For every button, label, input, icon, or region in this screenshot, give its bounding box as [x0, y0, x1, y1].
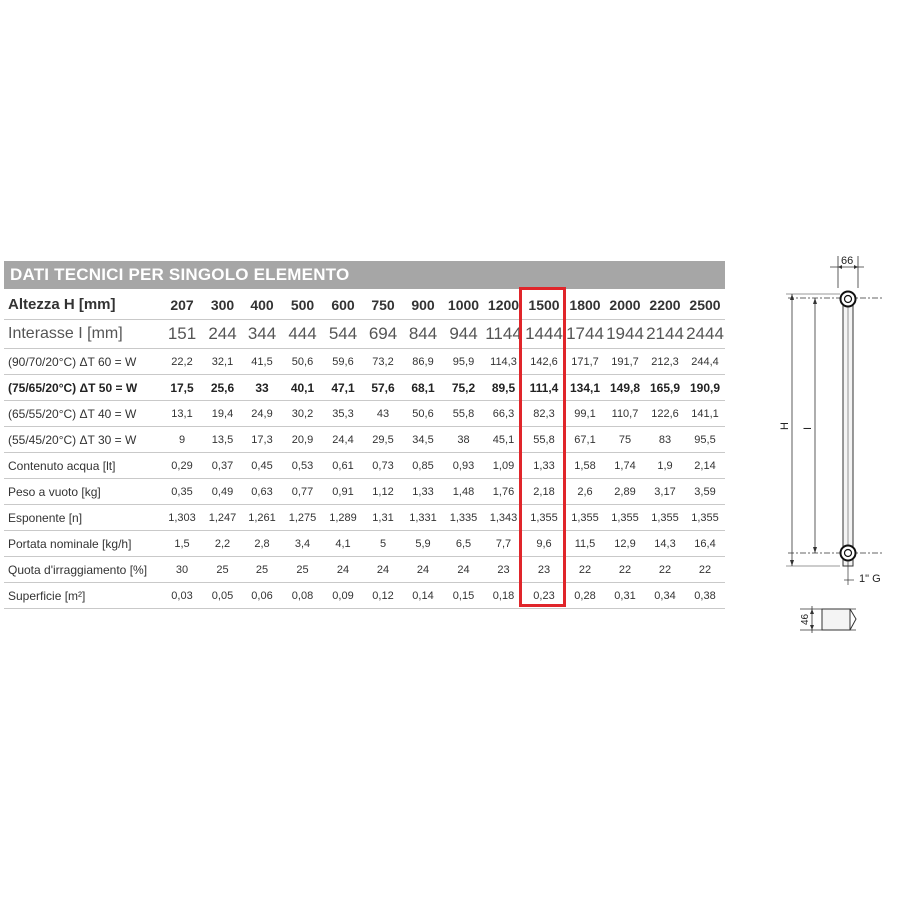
table-cell: 0,12: [363, 583, 403, 609]
table-cell: 0,34: [645, 583, 685, 609]
table-cell: 9,6: [523, 531, 565, 557]
table-cell: 0,91: [323, 479, 363, 505]
table-cell: 45,1: [484, 427, 523, 453]
table-cell: 0,63: [242, 479, 282, 505]
table-cell: 1,48: [443, 479, 484, 505]
table-cell: 22: [565, 557, 605, 583]
table-cell: 99,1: [565, 401, 605, 427]
table-cell: 20,9: [282, 427, 323, 453]
table-cell: 23: [523, 557, 565, 583]
table-title: DATI TECNICI PER SINGOLO ELEMENTO: [4, 261, 725, 289]
table-cell: 1,33: [523, 453, 565, 479]
table-cell: 40,1: [282, 375, 323, 401]
table-cell: 0,77: [282, 479, 323, 505]
table-cell: 41,5: [242, 349, 282, 375]
table-cell: 22: [685, 557, 725, 583]
table-cell: 17,3: [242, 427, 282, 453]
height-dimension-label: H: [779, 422, 791, 430]
table-row: [4, 583, 725, 609]
table-cell: 0,31: [605, 583, 645, 609]
table-cell: 1800: [565, 290, 605, 320]
table-cell: 2500: [685, 290, 725, 320]
table-cell: 141,1: [685, 401, 725, 427]
table-row: [4, 349, 725, 375]
table-cell: 2,2: [203, 531, 242, 557]
table-cell: 89,5: [484, 375, 523, 401]
width-dimension-label: 66: [841, 255, 854, 267]
table-cell: 844: [403, 320, 443, 349]
table-cell: 68,1: [403, 375, 443, 401]
table-cell: 12,9: [605, 531, 645, 557]
table-cell: 122,6: [645, 401, 685, 427]
table-cell: 1444: [523, 320, 565, 349]
table-cell: 0,09: [323, 583, 363, 609]
table-cell: 5: [363, 531, 403, 557]
table-cell: 13,5: [203, 427, 242, 453]
table-cell: 207: [161, 290, 203, 320]
table-cell: 1,74: [605, 453, 645, 479]
table-cell: 0,35: [161, 479, 203, 505]
table-cell: 1,31: [363, 505, 403, 531]
table-row: [4, 427, 725, 453]
table-cell: 73,2: [363, 349, 403, 375]
row-label: Altezza H [mm]: [4, 290, 161, 320]
table-cell: 149,8: [605, 375, 645, 401]
table-cell: 0,08: [282, 583, 323, 609]
table-cell: 244,4: [685, 349, 725, 375]
table-cell: 1,335: [443, 505, 484, 531]
table-row: [4, 505, 725, 531]
row-label: Superficie [m²]: [4, 583, 161, 609]
row-label: Portata nominale [kg/h]: [4, 531, 161, 557]
table-cell: 33: [242, 375, 282, 401]
table-cell: 14,3: [645, 531, 685, 557]
table-cell: 25,6: [203, 375, 242, 401]
table-cell: 3,17: [645, 479, 685, 505]
table-cell: 944: [443, 320, 484, 349]
table-cell: 110,7: [605, 401, 645, 427]
table-body: [4, 290, 725, 609]
table-cell: 1,76: [484, 479, 523, 505]
table-cell: 1000: [443, 290, 484, 320]
table-cell: 191,7: [605, 349, 645, 375]
table-cell: 5,9: [403, 531, 443, 557]
table-cell: 4,1: [323, 531, 363, 557]
row-label: (65/55/20°C) ΔT 40 = W: [4, 401, 161, 427]
table-cell: 1,275: [282, 505, 323, 531]
table-cell: 0,93: [443, 453, 484, 479]
table-cell: 1200: [484, 290, 523, 320]
table-cell: 1,355: [523, 505, 565, 531]
table-cell: 0,03: [161, 583, 203, 609]
table-cell: 0,18: [484, 583, 523, 609]
table-cell: 1,343: [484, 505, 523, 531]
table-cell: 500: [282, 290, 323, 320]
table-cell: 0,29: [161, 453, 203, 479]
row-label: Contenuto acqua [lt]: [4, 453, 161, 479]
table-row: [4, 479, 725, 505]
table-cell: 0,45: [242, 453, 282, 479]
table-cell: 111,4: [523, 375, 565, 401]
table-cell: 24: [323, 557, 363, 583]
table-cell: 0,49: [203, 479, 242, 505]
row-label: (90/70/20°C) ΔT 60 = W: [4, 349, 161, 375]
table-row: [4, 531, 725, 557]
table-cell: 22: [645, 557, 685, 583]
table-cell: 142,6: [523, 349, 565, 375]
table-cell: 3,59: [685, 479, 725, 505]
table-cell: 66,3: [484, 401, 523, 427]
table-cell: 24,4: [323, 427, 363, 453]
table-cell: 0,14: [403, 583, 443, 609]
table-cell: 11,5: [565, 531, 605, 557]
table-cell: 1,12: [363, 479, 403, 505]
table-cell: 19,4: [203, 401, 242, 427]
table-cell: 544: [323, 320, 363, 349]
table-cell: 1,33: [403, 479, 443, 505]
table-cell: 24: [403, 557, 443, 583]
table-cell: 1,261: [242, 505, 282, 531]
table-cell: 0,37: [203, 453, 242, 479]
row-label: Esponente [n]: [4, 505, 161, 531]
table-cell: 57,6: [363, 375, 403, 401]
table-cell: 2,89: [605, 479, 645, 505]
table-cell: 30: [161, 557, 203, 583]
table-cell: 55,8: [443, 401, 484, 427]
table-cell: 0,73: [363, 453, 403, 479]
table-cell: 32,1: [203, 349, 242, 375]
table-cell: 190,9: [685, 375, 725, 401]
table-cell: 344: [242, 320, 282, 349]
table-cell: 75,2: [443, 375, 484, 401]
table-cell: 400: [242, 290, 282, 320]
table-cell: 114,3: [484, 349, 523, 375]
table-cell: 9: [161, 427, 203, 453]
table-cell: 38: [443, 427, 484, 453]
table-cell: 1,355: [685, 505, 725, 531]
table-cell: 95,9: [443, 349, 484, 375]
table-cell: 900: [403, 290, 443, 320]
table-cell: 34,5: [403, 427, 443, 453]
table-cell: 1944: [605, 320, 645, 349]
table-cell: 694: [363, 320, 403, 349]
table-cell: 0,15: [443, 583, 484, 609]
highlighted-column-1500: [519, 287, 566, 607]
table-cell: 600: [323, 290, 363, 320]
interaxis-dimension-label: I: [802, 426, 814, 430]
radiator-element-drawing: [760, 250, 900, 650]
table-cell: 1,355: [645, 505, 685, 531]
table-cell: 35,3: [323, 401, 363, 427]
table-cell: 75: [605, 427, 645, 453]
table-cell: 50,6: [403, 401, 443, 427]
row-label: (75/65/20°C) ΔT 50 = W: [4, 375, 161, 401]
table-cell: 17,5: [161, 375, 203, 401]
table-cell: 25: [203, 557, 242, 583]
table-cell: 1,9: [645, 453, 685, 479]
table-cell: 24: [443, 557, 484, 583]
table-cell: 300: [203, 290, 242, 320]
table-cell: 171,7: [565, 349, 605, 375]
table-row: [4, 557, 725, 583]
table-cell: 165,9: [645, 375, 685, 401]
table-cell: 2200: [645, 290, 685, 320]
table-cell: 13,1: [161, 401, 203, 427]
table-cell: 2444: [685, 320, 725, 349]
table-cell: 2,14: [685, 453, 725, 479]
table-cell: 212,3: [645, 349, 685, 375]
table-cell: 47,1: [323, 375, 363, 401]
row-label: Quota d'irraggiamento [%]: [4, 557, 161, 583]
table-cell: 2,18: [523, 479, 565, 505]
table-cell: 22,2: [161, 349, 203, 375]
table-cell: 1744: [565, 320, 605, 349]
table-cell: 0,05: [203, 583, 242, 609]
table-cell: 1,355: [565, 505, 605, 531]
table-cell: 1,5: [161, 531, 203, 557]
table-cell: 67,1: [565, 427, 605, 453]
table-cell: 2,8: [242, 531, 282, 557]
table-cell: 86,9: [403, 349, 443, 375]
table-cell: 444: [282, 320, 323, 349]
table-cell: 43: [363, 401, 403, 427]
table-cell: 151: [161, 320, 203, 349]
table-row: [4, 290, 725, 320]
table-cell: 29,5: [363, 427, 403, 453]
connection-size-label: 1" G: [859, 573, 881, 585]
table-cell: 0,61: [323, 453, 363, 479]
table-cell: 1,58: [565, 453, 605, 479]
table-cell: 59,6: [323, 349, 363, 375]
table-cell: 1,289: [323, 505, 363, 531]
table-cell: 2000: [605, 290, 645, 320]
table-cell: 1,303: [161, 505, 203, 531]
row-label: Peso a vuoto [kg]: [4, 479, 161, 505]
table-cell: 0,53: [282, 453, 323, 479]
row-label: (55/45/20°C) ΔT 30 = W: [4, 427, 161, 453]
table-cell: 25: [282, 557, 323, 583]
table-cell: 0,23: [523, 583, 565, 609]
table-cell: 25: [242, 557, 282, 583]
depth-dimension-label: 46: [800, 613, 811, 625]
table-cell: 1144: [484, 320, 523, 349]
table-cell: 0,85: [403, 453, 443, 479]
table-cell: 1,247: [203, 505, 242, 531]
table-cell: 1,09: [484, 453, 523, 479]
table-cell: 95,5: [685, 427, 725, 453]
table-cell: 6,5: [443, 531, 484, 557]
table-cell: 7,7: [484, 531, 523, 557]
table-cell: 1500: [523, 290, 565, 320]
table-cell: 0,28: [565, 583, 605, 609]
table-cell: 24: [363, 557, 403, 583]
row-label: Interasse I [mm]: [4, 320, 161, 349]
table-cell: 82,3: [523, 401, 565, 427]
table-cell: 16,4: [685, 531, 725, 557]
table-cell: 0,38: [685, 583, 725, 609]
table-cell: 134,1: [565, 375, 605, 401]
table-cell: 24,9: [242, 401, 282, 427]
table-row: [4, 375, 725, 401]
table-cell: 23: [484, 557, 523, 583]
table-cell: 2,6: [565, 479, 605, 505]
table-cell: 244: [203, 320, 242, 349]
table-row: [4, 453, 725, 479]
table-cell: 2144: [645, 320, 685, 349]
table-row: [4, 401, 725, 427]
table-cell: 1,355: [605, 505, 645, 531]
table-cell: 50,6: [282, 349, 323, 375]
table-cell: 22: [605, 557, 645, 583]
table-cell: 750: [363, 290, 403, 320]
table-cell: 55,8: [523, 427, 565, 453]
technical-data-table: [4, 290, 725, 609]
table-cell: 30,2: [282, 401, 323, 427]
table-cell: 1,331: [403, 505, 443, 531]
table-row: [4, 320, 725, 349]
table-cell: 0,06: [242, 583, 282, 609]
table-cell: 3,4: [282, 531, 323, 557]
table-cell: 83: [645, 427, 685, 453]
